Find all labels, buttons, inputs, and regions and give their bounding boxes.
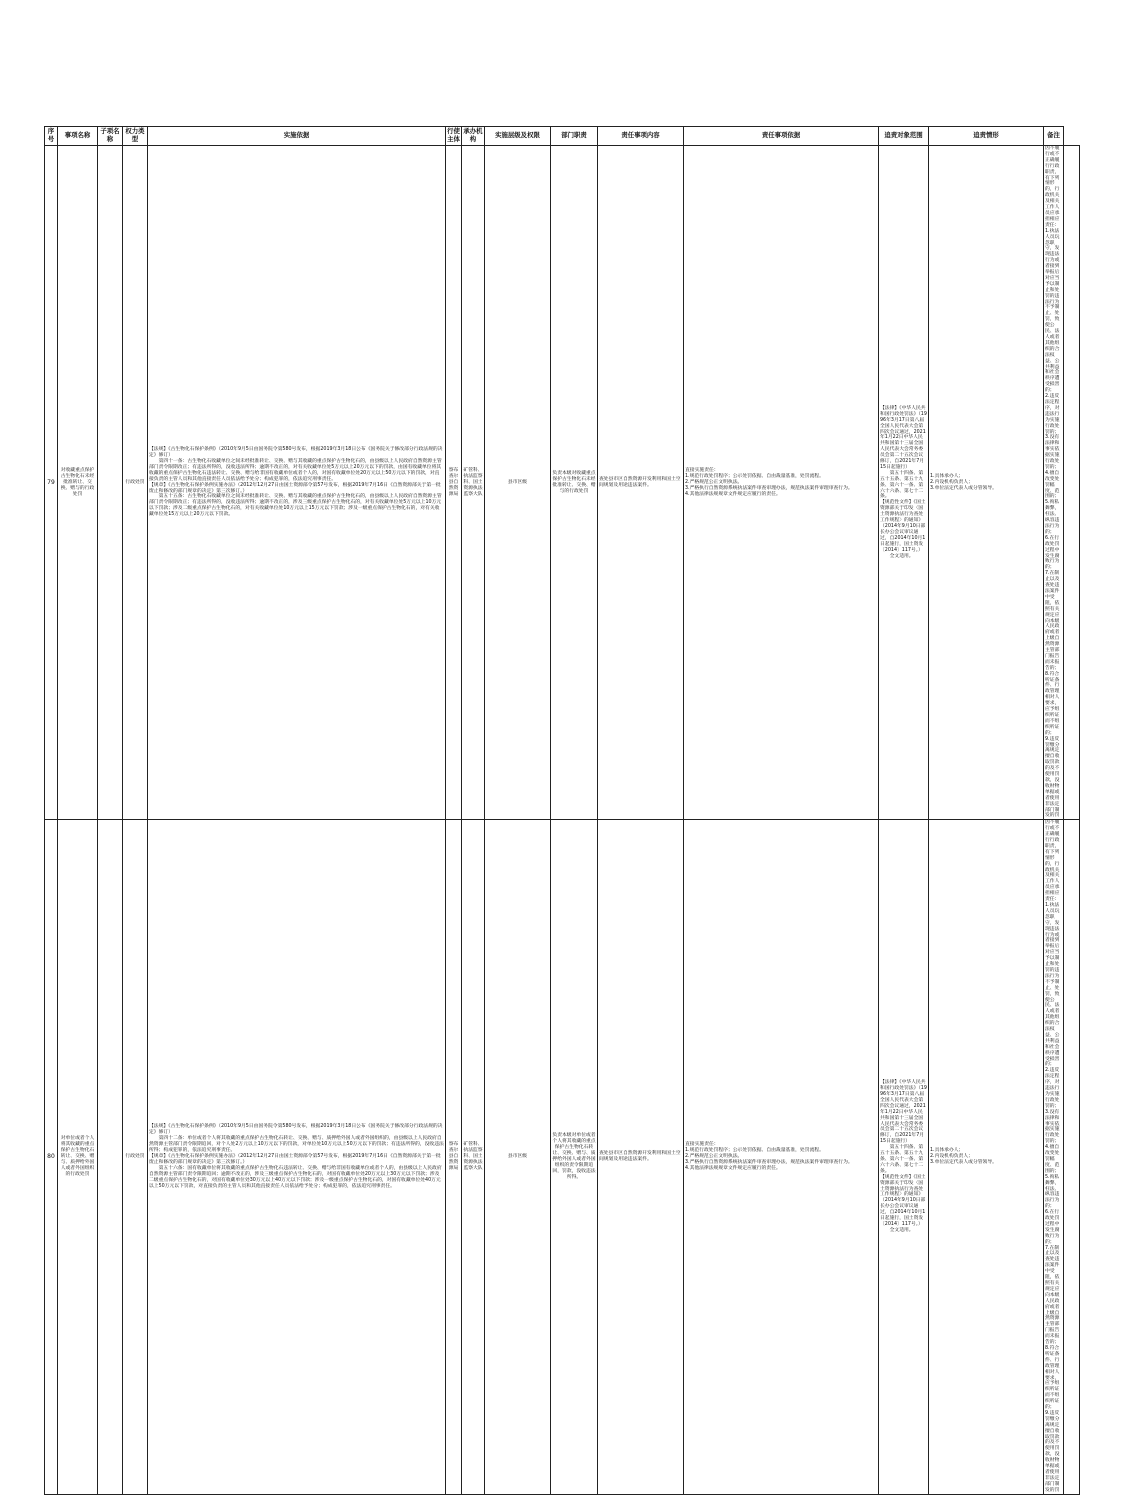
table-row [45,146,1080,820]
row-duty: 负责本级对单位或者个人将其收藏的重点保护古生物化石转让、交换、赠与、质押给外国人或者外国组织的责令限期追回，罚款，没收违法所得。 [551,820,598,1494]
row-dept-content: 查处县市区自然资源开发利用和国土空间规划及用途违法案件。 [598,146,684,820]
row-basis: 【法规】《古生物化石保护条例》（2010年9月5日由国务院令第580号发布，根据2019年3月18日公布《国务院关于修改部分行政法规的决定》修订） 第四十二条：单位或者个人将其收藏的重点保护古生物化石转让、交换、赠与、质押给外国人或者外国组织的，由县级以上人民政府自然资源主管部门责令限期追回，对个人处2万元以上10万元以下的罚款，对单位处10万元以上50万元以下的罚款；有违法所得的，没收违法所得；构成犯罪的，依法追究刑事责任。 【规章】《古生物化石保护条例实施办法》（2012年12月27日由国土资源部令第57号发布，根据2019年7月16日《自然资源部关于第一批废止和修改的部门规章的决定》第三次修订。） 第五十六条：国有收藏单位将其收藏的重点保护古生物化石违法转让、交换、赠与给非国有收藏单位或者个人的，由县级以上人民政府自然资源主管部门责令限期追回；逾期不改正的，涉及三级重点保护古生物化石的，对国有收藏单位处20万元以上30万元以下罚款；涉及二级重点保护古生物化石的，对国有收藏单位处30万元以上40万元以下罚款；涉及一级重点保护古生物化石的，对国有收藏单位处40万元以上50万元以下罚款，对直接负责的主管人员和其他直接责任人员依法给予处分；构成犯罪的，依法追究刑事责任。 [148,820,446,1494]
header-level: 实施层级及权限 [485,127,551,146]
table-row [45,820,1080,1494]
row-dept-content: 查处县市区自然资源开发利用和国土空间规划及用途违法案件。 [598,820,684,1494]
row-level: 县市区级 [485,146,551,820]
row-seq: 80 [45,820,58,1494]
header-power-type: 权力类型 [123,127,148,146]
row-resp-content: 直接实施责任： 1.规范行政处罚程序；公示处罚依据、自由裁量基准，处罚流程。 2.严格规范公正文明执法。 3.严格执行自然资源系统执法案件审查审理办法，规范执法案件审理审查行为。 4.其他法律法规规章文件规定应履行的责任。 [684,820,879,1494]
row-target: 1.具体承办人； 2.内设机构负责人； 3.单位法定代表人或分管领导。 [929,146,1044,820]
header-org: 承办机构 [462,127,485,146]
header-situations: 追责情形 [929,127,1044,146]
header-subject: 行使主体 [446,127,462,146]
row-target: 1.具体承办人； 2.内设机构负责人； 3.单位法定代表人或分管领导。 [929,820,1044,1494]
row-level: 县市区级 [485,820,551,1494]
header-item-name: 事项名称 [58,127,98,146]
row-org: 矿管科、执法监察科、国土资源执法监察大队 [462,146,485,820]
row-seq: 79 [45,146,58,820]
responsibility-table [44,126,1080,1495]
header-resp-content: 责任事项内容 [598,127,684,146]
row-sub-item-name [98,820,123,1494]
row-basis: 【法规】《古生物化石保护条例》（2010年9月5日由国务院令第580号发布，根据2019年3月18日公布《国务院关于修改部分行政法规的决定》修订） 第四十一条：古生物化石收藏单位之间未经批准转让、交换、赠与其收藏的重点保护古生物化石的，由县级以上人民政府自然资源主管部门责令限期改正；有违法所得的，没收违法所得；逾期不改正的，对有关收藏单位处5万元以上20万元以下的罚款，由国有收藏单位将其收藏的重点保护古生物化石违法转让、交换、赠与给非国有收藏单位或者个人的，对国有收藏单位处20万元以上50万元以下的罚款，对直接负责的主管人员和其他直接责任人员依法给予处分；构成犯罪的，依法追究刑事责任。 【规章】《古生物化石保护条例实施办法》（2012年12月27日由国土资源部令第57号发布，根据2019年7月16日《自然资源部关于第一批废止和修改的部门规章的决定》第三次修订。） 第五十五条：古生物化石收藏单位之间未经批准转让、交换、赠与其收藏的重点保护古生物化石的，由县级以上人民政府自然资源主管部门责令限期改正；有违法所得的，没收违法所得；逾期不改正的，涉及三级重点保护古生物化石的，对有关收藏单位处5万元以上10万元以下罚款；涉及二级重点保护古生物化石的，对有关收藏单位处10万元以上15万元以下罚款；涉及一级重点保护古生物化石的，对有关收藏单位处15万元以上20万元以下罚款。 [148,146,446,820]
row-resp-basis: 【法律】《中华人民共和国行政处罚法》（1996年3月17日第八届全国人民代表大会第四次会议通过，2021年1月22日中华人民共和国第十三届全国人民代表大会常务委员会第二十五次会议修订，自2021年7月15日起施行） 第五十四条、第五十五条、第五十九条、第六十一条、第六十六条、第七十二条。 【规范性文件】《国土资源部关于印发〈国土资源执法行为查处工作规程〉的通知》（2014年9月10日部长办公会议审议通过，自2014年10月1日起施行，国土资发〔2014〕117号。） 全文适用。 [879,146,929,820]
row-remark [1064,146,1080,820]
row-situations: 因不履行或不正确履行行政职责，有下列情形的，行政机关及相关工作人员应承担相应责任： 1.执法人员玩忽职守，发现违法行为或者接到举报后对应当予以制止和处罚的违法行为不予制止、处罚，致使公民、法人或者其他组织的合法权益、公共利益和社会秩序遭受损害的； 2.违反法定程序，对违法行为实施行政处罚的； 3.没有法律和事实依据实施行政处罚的； 4.擅自改变处罚幅度、范围的； 5.徇私舞弊，枉法、纵容违法行为的； 6.在行政处罚过程中发生腐败行为的； 7.在制止以及查处违法案件中受阻，依照有关规定应向本级人民政府或者上级自然资源主管部门报告而未报告的； 8.符合听证条件、行政管理相对人要求，应予组织听证而不组织听证的； 9.违反罚缴分离规定擅自收取罚款的及不使用罚款，没收财物单据或者使用非法定部门制发的罚 [1044,820,1064,1494]
header-seq: 序号 [45,127,58,146]
row-resp-content: 直接实施责任： 1.规范行政处罚程序；公示处罚依据、自由裁量基准，处罚流程。 2.严格规范公正文明执法。 3.严格执行自然资源系统执法案件审查审理办法，规范执法案件审理审查行为。 4.其他法律法规规章文件规定应履行的责任。 [684,146,879,820]
header-basis: 实施依据 [148,127,446,146]
header-duty: 部门职责 [551,127,598,146]
row-power-type: 行政处罚 [123,820,148,1494]
header-remark: 备注 [1044,127,1064,146]
row-org: 矿管科、执法监察科、国土资源执法监察大队 [462,820,485,1494]
row-resp-basis: 【法律】《中华人民共和国行政处罚法》（1996年3月17日第八届全国人民代表大会第四次会议通过，2021年1月22日中华人民共和国第十三届全国人民代表大会常务委员会第二十五次会议修订，自2021年7月15日起施行） 第五十四条、第五十五条、第五十九条、第六十一条、第六十六条、第七十二条。 【规范性文件】《国土资源部关于印发〈国土资源执法行为查处工作规程〉的通知》（2014年9月10日部长办公会议审议通过，自2014年10月1日起施行，国土资发〔2014〕117号。） 全文适用。 [879,820,929,1494]
header-sub-item-name: 子项名称 [98,127,123,146]
row-subject: 察布查尔县自然资源局 [446,146,462,820]
row-item-name: 对收藏重点保护古生物化石未经批准转让、交换、赠与的行政处罚 [58,146,98,820]
header-target: 追责对象范围 [879,127,929,146]
row-situations: 因不履行或不正确履行行政职责，有下列情形的，行政机关及相关工作人员应承担相应责任： 1.执法人员玩忽职守，发现违法行为或者接到举报后对应当予以制止和处罚的违法行为不予制止、处罚，致使公民、法人或者其他组织的合法权益、公共利益和社会秩序遭受损害的； 2.违反法定程序，对违法行为实施行政处罚的； 3.没有法律和事实依据实施行政处罚的； 4.擅自改变处罚幅度、范围的； 5.徇私舞弊，枉法、纵容违法行为的； 6.在行政处罚过程中发生腐败行为的； 7.在制止以及查处违法案件中受阻，依照有关规定应向本级人民政府或者上级自然资源主管部门报告而未报告的； 8.符合听证条件、行政管理相对人要求，应予组织听证而不组织听证的； 9.违反罚缴分离规定擅自收取罚款的及不使用罚款，没收财物单据或者使用非法定部门制发的罚 [1044,146,1064,820]
row-item-name: 对单位或者个人将其收藏的重点保护古生物化石转让、交换、赠与、质押给外国人或者外国组织的行政处罚 [58,820,98,1494]
header-row [45,127,1080,146]
row-subject: 察布查尔县自然资源局 [446,820,462,1494]
header-resp-basis: 责任事项依据 [684,127,879,146]
row-duty: 负责本级对收藏重点保护古生物化石未经批准转让、交换、赠与的行政处罚 [551,146,598,820]
row-power-type: 行政处罚 [123,146,148,820]
row-sub-item-name [98,146,123,820]
row-remark [1064,820,1080,1494]
